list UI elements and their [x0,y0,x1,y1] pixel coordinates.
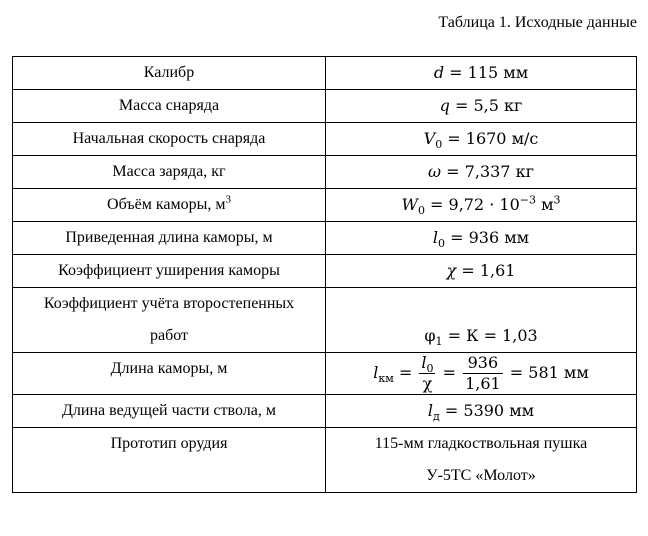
value-cell [326,123,637,156]
symbol: l [421,353,427,372]
param-cell: Масса заряда, кг [13,156,326,189]
value-text: = 936 мм [445,228,530,247]
symbol: χ [446,261,457,280]
value-text: = 9,72 · 10 [424,195,520,214]
value-cell [326,156,637,189]
param-cell: Длина каморы, м [13,353,326,395]
initial-data-table [12,56,637,493]
value-cell [326,189,637,222]
table-row [13,57,637,90]
table-row [13,255,637,288]
value-cell [326,288,637,353]
value-text: = 1670 м/с [442,129,539,148]
fraction [463,353,503,394]
superscript: 3 [225,193,231,206]
symbol: d [433,63,445,82]
unit-exponent: 3 [553,193,561,207]
subscript: 1 [435,335,443,349]
param-text: Объём каморы, м [107,196,226,213]
symbol: V [423,129,436,148]
fraction-numerator [419,353,435,374]
value-cell [326,57,637,90]
value-cell [326,395,637,428]
table-row [13,395,637,428]
fraction-numerator: 936 [463,353,503,374]
equals-sign: = [393,363,418,382]
value-text: = 5,5 кг [449,96,523,115]
value-text: = 7,337 кг [441,162,534,181]
table-row [13,353,637,395]
table-caption: Таблица 1. Исходные данные [438,14,637,31]
param-line: Коэффициент учёта второстепенных [43,295,295,312]
value-text: = 5390 мм [439,401,535,420]
value-line: 115-мм гладкоствольная пушка [374,435,588,452]
symbol: l [427,401,434,420]
table-row [13,288,637,353]
value-cell [326,222,637,255]
table-row [13,90,637,123]
table-row [13,156,637,189]
param-cell: Начальная скорость снаряда [13,123,326,156]
param-cell: Длина ведущей части ствола, м [13,395,326,428]
symbol: l [373,363,379,382]
equals-sign: = [437,363,462,382]
table-row [13,428,637,493]
param-cell: Коэффициент уширения каморы [13,255,326,288]
value-cell [326,353,637,395]
subscript: 0 [435,138,443,152]
param-cell: Масса снаряда [13,90,326,123]
param-cell: Прототип орудия [13,428,326,493]
subscript: 0 [438,237,446,251]
subscript: км [378,372,394,386]
value-cell [326,90,637,123]
value-text: = 115 мм [444,63,529,82]
param-cell [13,189,326,222]
fraction-denominator: χ [422,374,433,393]
value-line: У-5ТС «Молот» [426,467,536,484]
value-text: = К = 1,03 [442,326,538,345]
value-text: = 581 мм [504,363,589,382]
subscript: 0 [417,204,425,218]
exponent: −3 [519,193,536,207]
value-cell [326,428,637,493]
subscript: д [433,410,440,424]
param-cell [13,288,326,353]
table-row [13,222,637,255]
unit-text: м [535,195,554,214]
subscript: 0 [426,362,434,376]
fraction [419,353,435,394]
param-cell: Калибр [13,57,326,90]
fraction-denominator: 1,61 [465,374,501,393]
symbol: q [439,96,450,115]
value-cell [326,255,637,288]
table-row [13,123,637,156]
symbol: φ [424,326,436,345]
value-text: = 1,61 [456,261,516,280]
symbol: l [432,228,439,247]
param-cell: Приведенная длина каморы, м [13,222,326,255]
table-row [13,189,637,222]
param-line: работ [149,327,189,344]
symbol: ω [428,162,442,181]
symbol: W [401,195,418,214]
